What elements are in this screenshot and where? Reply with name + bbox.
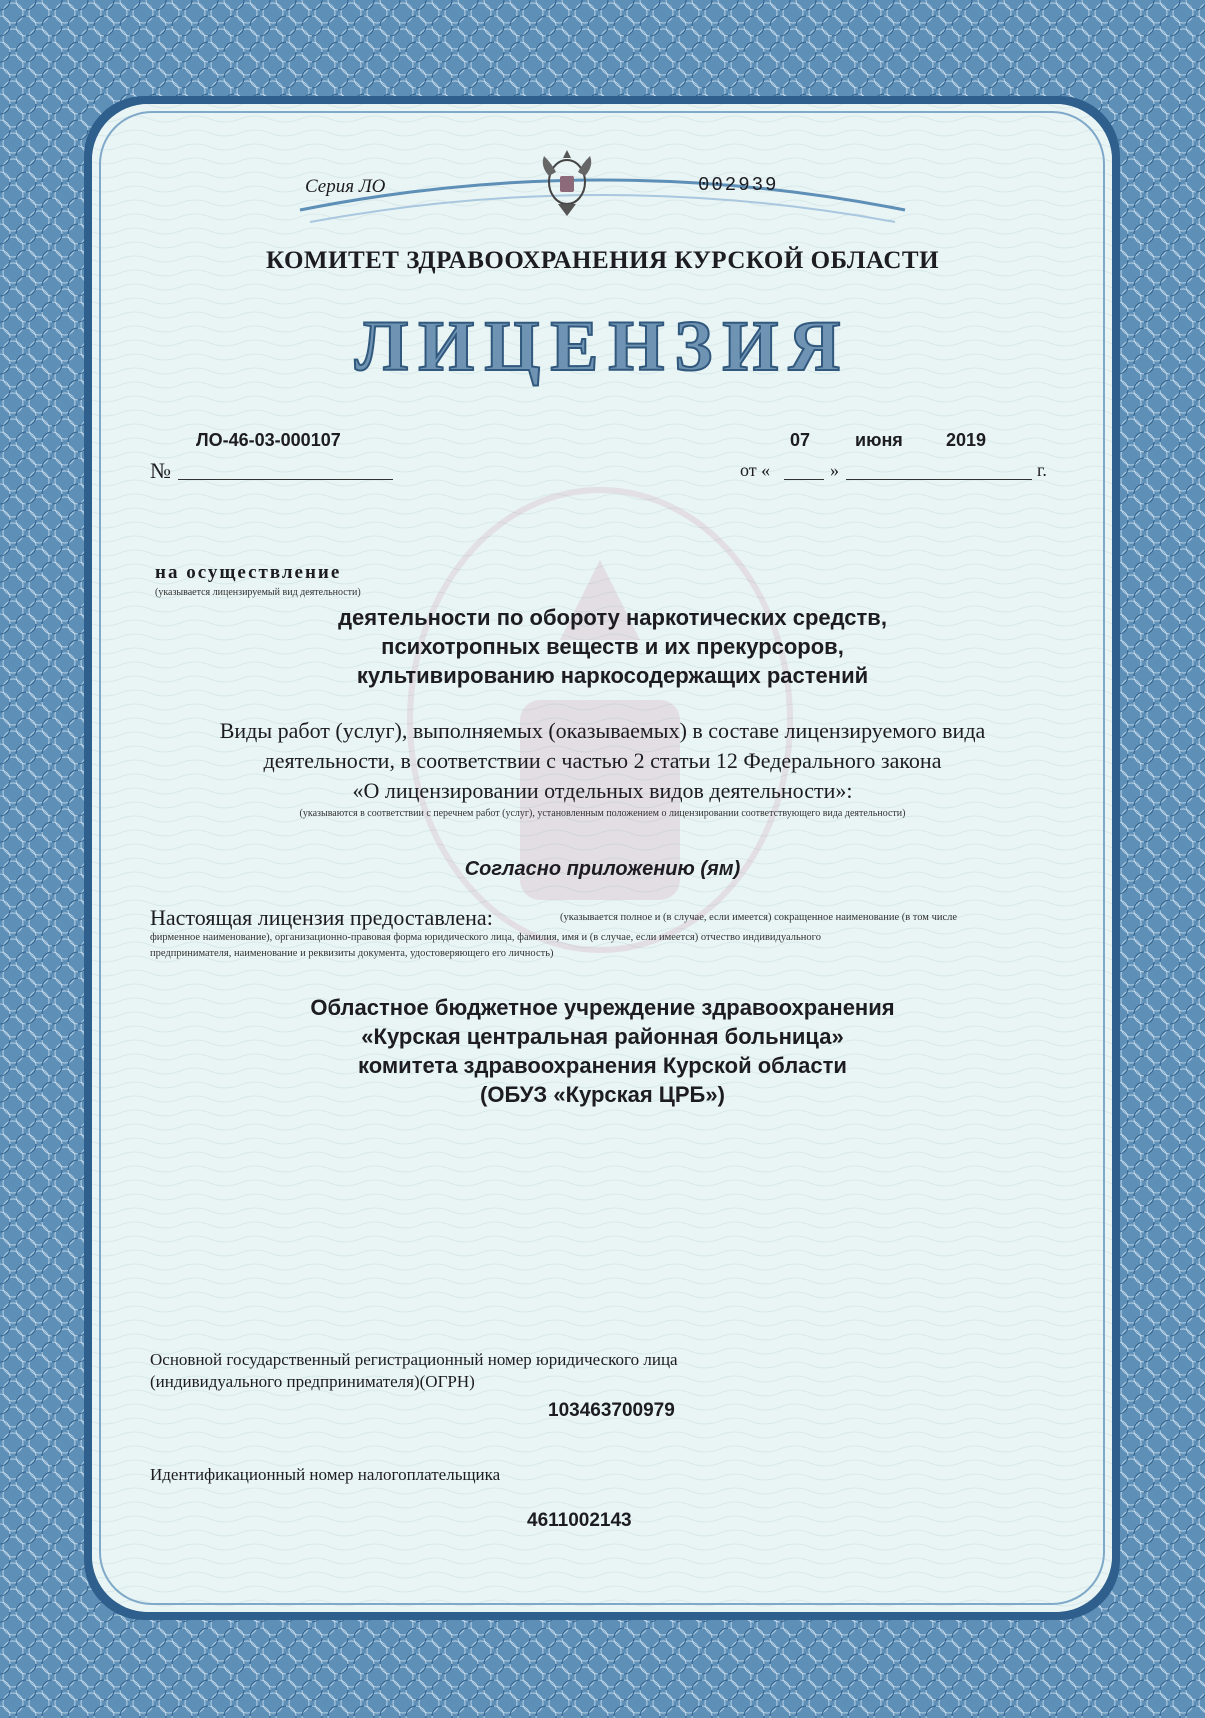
document-title: ЛИЦЕНЗИЯ: [354, 306, 851, 386]
date-prefix: от «: [740, 460, 771, 480]
activity-line-2: психотропных веществ и их прекурсоров,: [381, 634, 844, 659]
activity-hint: (указывается лицензируемый вид деятельности): [155, 587, 361, 598]
day-underline: [784, 479, 824, 480]
license-year: 2019: [946, 430, 987, 450]
grantee-line-3: комитета здравоохранения Курской области: [358, 1053, 847, 1078]
works-hint: (указываются в соответствии с перечнем работ (услуг), установленным положением о лицензировании соответствующего вида деятельности): [299, 808, 906, 819]
number-sign: №: [150, 458, 171, 483]
works-line-3: «О лицензировании отдельных видов деятельности»:: [352, 778, 853, 803]
series-label: Серия ЛО: [305, 176, 386, 197]
license-day: 07: [790, 430, 811, 450]
number-underline: [178, 479, 393, 480]
inn-value: 4611002143: [527, 1510, 632, 1531]
grantee-line-4: (ОБУЗ «Курская ЦРБ»): [480, 1082, 725, 1107]
coat-of-arms-icon: [538, 146, 596, 222]
activity-line-1: деятельности по обороту наркотических средств,: [338, 605, 887, 630]
activity-line-3: культивированию наркосодержащих растений: [356, 663, 869, 688]
works-value: Согласно приложению (ям): [464, 858, 741, 880]
inn-label: Идентификационный номер налогоплательщика: [150, 1465, 501, 1484]
ogrn-label-2: (индивидуального предпринимателя)(ОГРН): [150, 1372, 475, 1391]
grantee-hint-1: (указывается полное и (в случае, если имеется) сокращенное наименование (в том числе: [560, 912, 958, 923]
license-month: июня: [855, 430, 903, 450]
issuing-authority: КОМИТЕТ ЗДРАВООХРАНЕНИЯ КУРСКОЙ ОБЛАСТИ: [265, 247, 940, 274]
grantee-hint-3: предпринимателя, наименование и реквизиты документа, удостоверяющего его личность): [150, 948, 554, 959]
grantee-line-1: Областное бюджетное учреждение здравоохранения: [310, 995, 895, 1020]
grantee-line-2: «Курская центральная районная больница»: [361, 1024, 844, 1049]
month-underline: [846, 479, 1032, 480]
grantee-hint-2: фирменное наименование), организационно-правовая форма юридического лица, фамилия, имя и (в случае, если имеется) отчество индивидуального: [150, 932, 821, 943]
activity-label: на осуществление: [155, 562, 342, 583]
grantee-label: Настоящая лицензия предоставлена:: [150, 905, 493, 930]
license-number: ЛО-46-03-000107: [196, 430, 341, 450]
ogrn-value: 103463700979: [548, 1400, 675, 1421]
series-number: 002939: [698, 174, 779, 196]
date-mid: »: [830, 460, 839, 480]
works-line-1: Виды работ (услуг), выполняемых (оказываемых) в составе лицензируемого вида: [219, 718, 986, 743]
date-suffix: г.: [1037, 460, 1047, 480]
works-line-2: деятельности, в соответствии с частью 2 статьи 12 Федерального закона: [263, 748, 942, 773]
ogrn-label-1: Основной государственный регистрационный номер юридического лица: [150, 1350, 678, 1369]
